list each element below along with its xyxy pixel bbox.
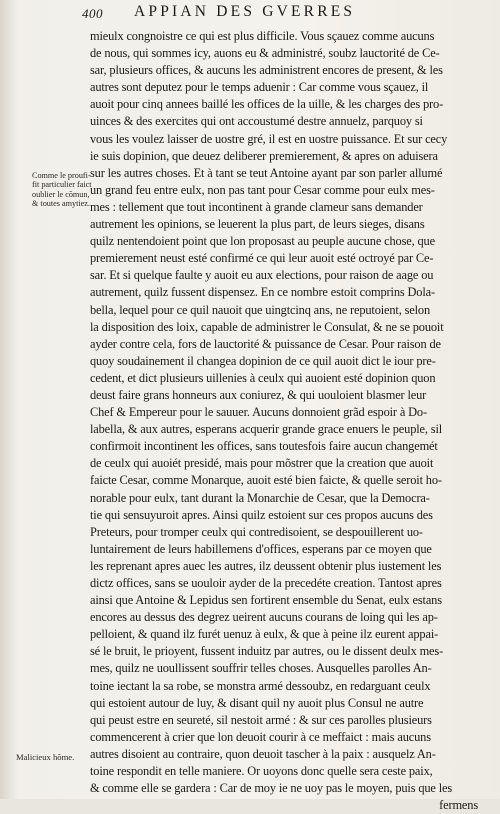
running-head: APPIAN DES GVERRES — [134, 3, 356, 20]
margin-note-line: fit particulier faict — [32, 180, 92, 190]
text-line: qui peust estre en seureté, sil nestoit armé : & sur ces parolles plusieurs — [90, 712, 432, 727]
text-line: bella, lequel pour ce quil nauoit que uingtcinq ans, ne reputoient, selon — [90, 302, 431, 317]
text-line: de nous, qui sommes icy, auons eu & administré, soubz lauctorité de Ce- — [90, 46, 440, 61]
margin-note-line: Comme le proufi- — [32, 171, 91, 180]
text-line: pelloient, & quand ilz furét uenuz à eulx, & que à peine ilz eurent appai- — [90, 627, 439, 642]
text-line: de ceulx qui auoiét presidé, mais pour mõstrer que la creation que auoit — [90, 456, 434, 471]
text-line: mes : tellement que tout incontinent à grande clameur sans demander — [90, 199, 423, 214]
text-line: ainsi que Antoine & Lepidus sen fortirent ensemble du Senat, eulx estans — [90, 593, 442, 608]
text-line: deust faire grans honneurs aux coniurez, & qui uouloient blasmer leur — [90, 387, 427, 402]
text-line: labella, & aux autres, esperans acquerir grande grace enuers le peuple, sil — [90, 422, 443, 437]
text-line: ie suis dopinion, que deuez deliberer premierement, & apres on aduisera — [90, 148, 438, 163]
text-line: faicte Cesar, comme Monarque, auoit esté bien faicte, & quelle seroit ho- — [90, 473, 442, 488]
text-line: confirmoit incontinent les offices, sans toutesfois faire aucun changemét — [90, 439, 438, 454]
text-line: un grand feu entre eulx, non pas tant pour Cesar comme pour eulx mes- — [90, 182, 435, 197]
page-header — [82, 3, 494, 25]
text-line: sur les autres choses. Et à tant se teut Antoine ayant par son parler allumé — [90, 165, 443, 180]
text-line: cedent, et dict plusieurs uillenies à ceulx qui auoient esté dopinion quon — [90, 370, 436, 385]
page-number: 400 — [82, 6, 103, 21]
text-line: sar, plusieurs offices, & aucuns les administrent encores de present, & les — [90, 63, 443, 78]
text-line: la disposition des loix, capable de administrer le Consulat, & ne se pouoit — [90, 319, 444, 334]
text-line: autres sont deputez pour le temps aduenir : Car comme vous sçauez, il — [90, 80, 429, 95]
text-line: auoit pour cinq annees baillé les offices de la uille, & les charges des pro- — [90, 97, 444, 112]
margin-note-line: oublier le cõmun, — [32, 189, 90, 199]
text-line: norable pour eulx, tant durant la Monarchie de Cesar, que la Democra- — [90, 490, 430, 505]
margin-note-line: Malicieux hõme. — [16, 752, 75, 762]
text-line: toine respondit en telle maniere. Or uoyons donc quelle sera ceste paix, — [90, 764, 433, 779]
text-line: mes, quilz ne uoullissent souffrir telles choses. Ausquelles parolles An- — [90, 661, 432, 676]
text-line: les reprenant apres auec les autres, ilz deussent obtenir plus iustement les — [90, 558, 442, 573]
text-line: sé le bruit, le prioyent, fussent induitz par autres, ou le dissent deulx mes- — [90, 644, 444, 659]
text-line: quilz nentendoient point que lon proposast au peuple aucune chose, que — [90, 234, 435, 249]
margin-note — [16, 753, 88, 762]
text-line: autres disoient au contraire, quon deuoit tascher à la paix : ausquelz An- — [90, 746, 436, 761]
text-line: autrement les opinions, se leuerent la plus part, de leurs sieges, disans — [90, 217, 425, 232]
text-line: vous les voulez laisser de uostre gré, il est en uostre puissance. Et sur cecy — [90, 131, 448, 146]
text-line: encores au dessus des degrez ueirent aucuns courans de loing qui les ap- — [90, 610, 438, 625]
text-line: Chef & Empereur pour le sauuer. Aucuns donnoient grãd espoir à Do- — [90, 405, 427, 420]
text-line: fermens — [439, 798, 478, 813]
text-line: uinces & des exercites qui ont accoustumé destre annuelz, parquoy si — [90, 114, 423, 129]
text-line: & comme elle se gardera : Car de moy ie ne uoy pas le moyen, puis que les — [90, 781, 453, 796]
text-line: autrement, quilz fussent dispensez. En ce nombre estoit comprins Dola- — [90, 285, 435, 300]
margin-note — [32, 171, 90, 209]
text-line: tie qui sensuyuroit apres. Ainsi quilz estoient sur ces propos aucuns des — [90, 507, 433, 522]
text-line: mieulx congnoistre ce qui est plus difficile. Vous sçauez comme aucuns — [90, 29, 435, 43]
text-line: dictz offices, sans se uouloir ayder de la precedéte creation. Tantost apres — [90, 576, 442, 590]
margin-note-line: & toutes amytiez. — [32, 199, 90, 209]
text-line: sar. Et si quelque faulte y auoit eu aux elections, pour raison de aage ou — [90, 268, 434, 283]
text-line: qui estoient autour de luy, & disant quil ny auoit plus Consul ne autre — [90, 695, 424, 710]
text-line: premierement neust esté confirmé ce qui leur auoit esté octroyé par Ce- — [90, 251, 434, 266]
text-line: commencerent à crier que lon deuoit courir à ce meffaict : mais aucuns — [90, 729, 431, 744]
text-line: toine iectant la sa robe, se monstra armé dessoubz, en redarguant ceulx — [90, 678, 431, 693]
text-line: luntairement de leurs habillemens d'offices, esperans par ce moyen que — [90, 541, 432, 556]
body-text — [90, 28, 492, 814]
text-line: Preteurs, pour tromper ceulx qui contredisoient, se despouillerent uo- — [90, 524, 423, 539]
text-line: quoy soudainement il changea dopinion de ce quil auoit dict le iour pre- — [90, 353, 436, 368]
text-line: ayder contre cela, fors de lauctorité & puissance de Cesar. Pour raison de — [90, 336, 441, 351]
